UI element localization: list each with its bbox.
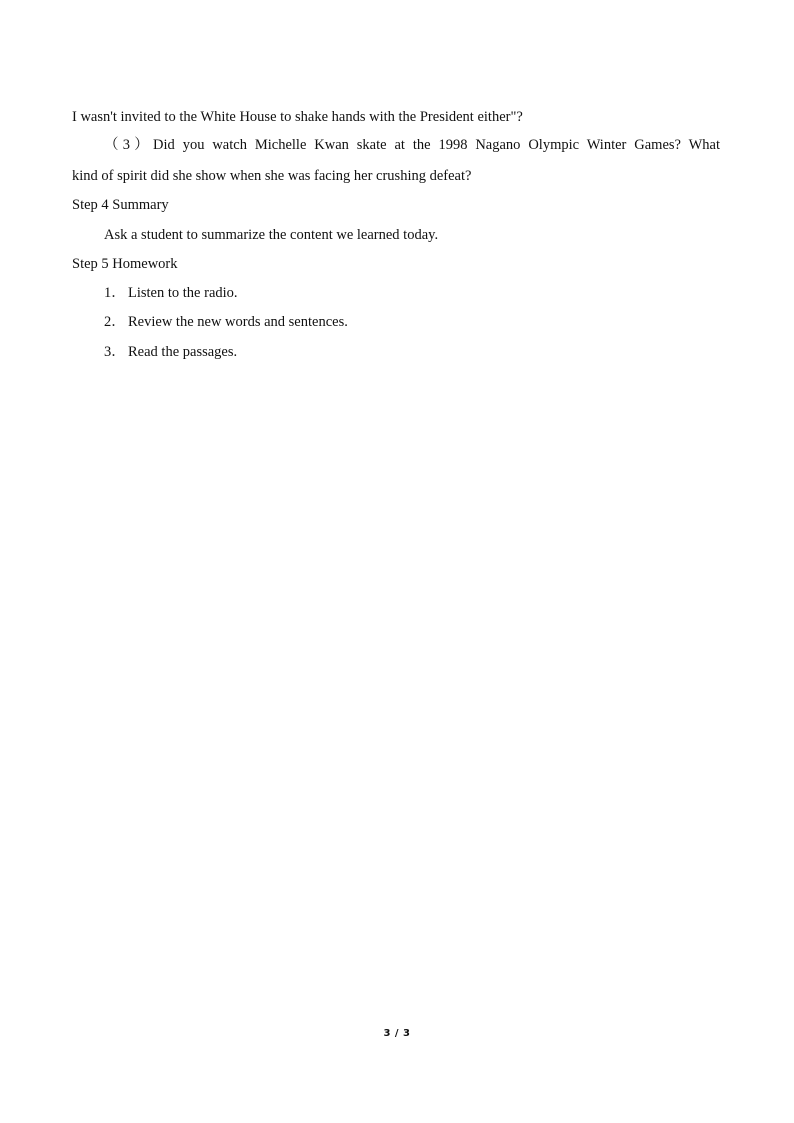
homework-item-text: Review the new words and sentences. [128, 314, 348, 330]
step-5-heading: Step 5 Homework [72, 256, 178, 272]
homework-item-2 [104, 313, 754, 331]
homework-item-text: Listen to the radio. [128, 285, 238, 301]
homework-item-3 [104, 343, 754, 361]
step-4-text: Ask a student to summarize the content we learned today. [104, 227, 439, 243]
homework-item-1 [104, 284, 754, 302]
paragraph-line: I wasn't invited to the White House to shake hands with the President either"? [72, 109, 523, 125]
question-3-line-2: kind of spirit did she show when she was facing her crushing defeat? [72, 168, 472, 184]
page-number: 3 / 3 [383, 1028, 411, 1039]
homework-item-number: 2． [104, 314, 126, 330]
homework-item-number: 3． [104, 344, 126, 360]
step-4-heading: Step 4 Summary [72, 197, 169, 213]
homework-item-number: 1． [104, 285, 126, 301]
question-3-line-1: （3）Did you watch Michelle Kwan skate at the 1998 Nagano Olympic Winter Games? What [104, 137, 720, 153]
homework-item-text: Read the passages. [128, 344, 238, 360]
